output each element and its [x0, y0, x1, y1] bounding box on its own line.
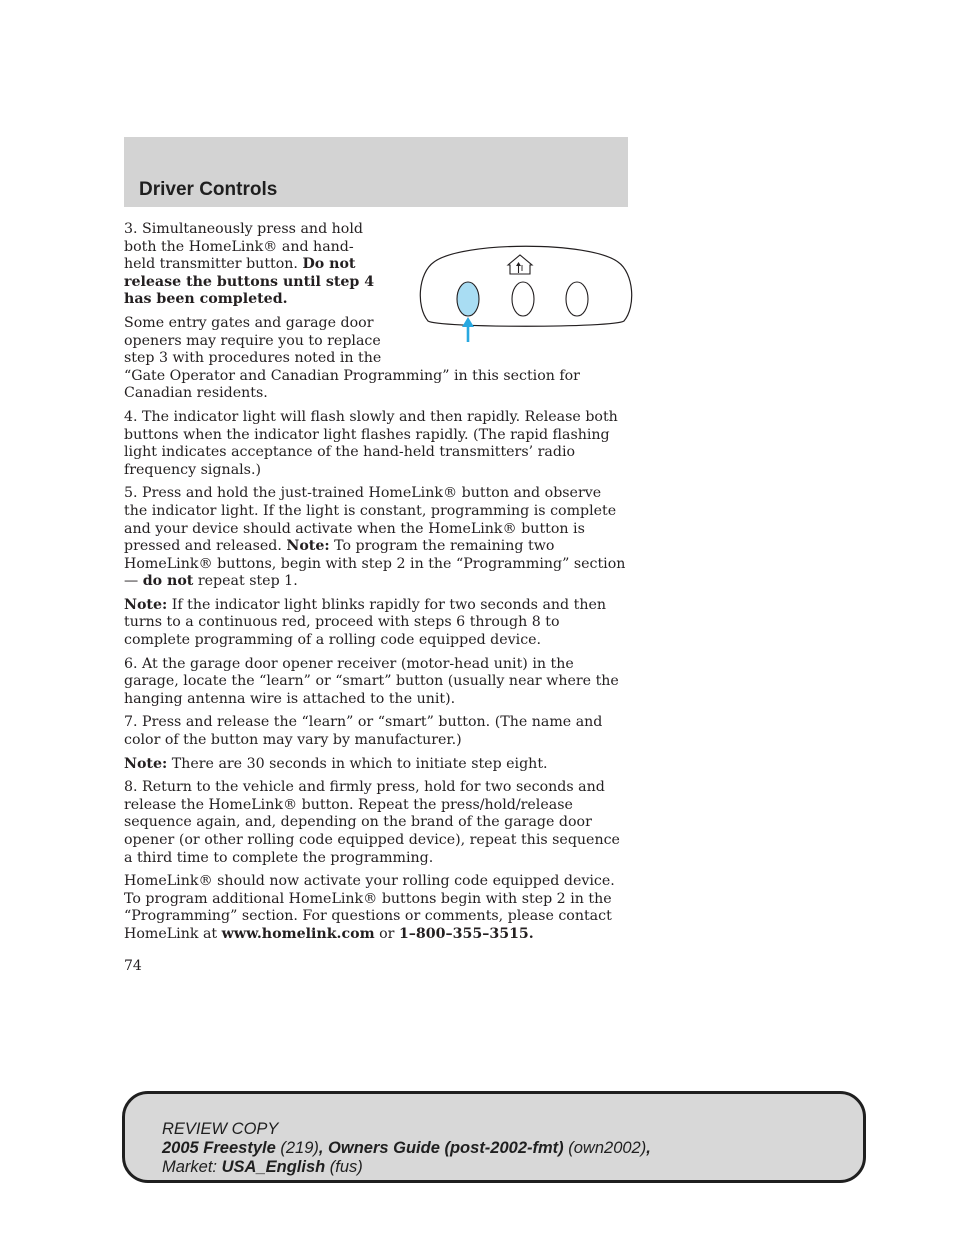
section-header [124, 137, 628, 207]
step-8: 8. Return to the vehicle and firmly press, hold for two seconds and release the HomeLink® button. Repeat the press/hold/release sequence again, and, depending on the brand of the garage door opener (or other rolling code equipped device), repeat this sequence a third time to complete the programming. [124, 779, 620, 866]
page-number: 74 [124, 957, 142, 974]
review-copy-footer [122, 1091, 866, 1183]
homelink-buttons-figure [412, 227, 640, 345]
section-title: Driver Controls [139, 179, 278, 200]
note-rolling-code: Note: If the indicator light blinks rapidly for two seconds and then turns to a continuous red, proceed with steps 6 through 8 to complete programming of a rolling code equipped device. [124, 596, 607, 649]
page-content [124, 221, 628, 975]
homelink-url: www.homelink.com [221, 925, 375, 942]
review-copy-label: REVIEW COPY [162, 1120, 279, 1138]
step-3: 3. Simultaneously press and hold both the HomeLink® and hand-held transmitter button. Do not release the buttons until step 4 has been completed. Some entry gates and garage door openers may require you to replace step 3 with procedures noted in the [124, 221, 382, 367]
step-7: 7. Press and release the “learn” or “smart” button. (The name and color of the button may vary by manufacturer.) [124, 714, 603, 749]
step-3-note-continued: “Gate Operator and Canadian Programming” in this section for Canadian residents. [124, 367, 580, 402]
homelink-button-1 [457, 282, 479, 316]
footer-model-line: 2005 Freestyle (219), Owners Guide (post-2002-fmt) (own2002), [162, 1139, 651, 1157]
homelink-phone: 1–800–355–3515. [398, 925, 534, 942]
footer-market-line: Market: USA_English (fus) [162, 1158, 363, 1176]
homelink-button-2 [512, 282, 534, 316]
final-paragraph: HomeLink® should now activate your rolling code equipped device. To program additional HomeLink® buttons begin with step 2 in the “Programming” section. For questions or comments, please contact HomeLink at www.homelink.com or 1–800–355–3515. [124, 873, 615, 942]
step-4: 4. The indicator light will flash slowly and then rapidly. Release both buttons when the indicator light flashes rapidly. (The rapid flashing light indicates acceptance of the hand-held transmitters’ radio frequency signals.) [124, 408, 618, 478]
step-5: 5. Press and hold the just-trained HomeLink® button and observe the indicator light. If the light is constant, programming is complete and your device should activate when the HomeLink® button is pressed and released. Note: To program the remaining two HomeLink® buttons, begin with step 2 in the “Programming” section — do not repeat step 1. [124, 485, 626, 590]
homelink-button-3 [566, 282, 588, 316]
step-6: 6. At the garage door opener receiver (motor-head unit) in the garage, locate the “learn” or “smart” button (usually near where the hanging antenna wire is attached to the unit). [124, 655, 619, 707]
note-30-seconds: Note: There are 30 seconds in which to initiate step eight. [124, 755, 548, 772]
